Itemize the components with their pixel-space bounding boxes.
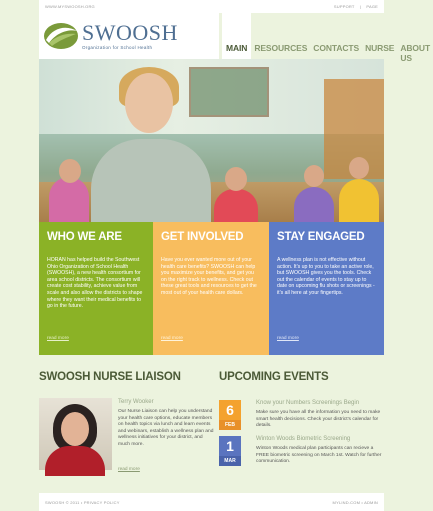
- support-link[interactable]: SUPPORT: [333, 4, 355, 9]
- footer-credits[interactable]: MYLIND.COM • ADMIN: [332, 499, 378, 505]
- logo[interactable]: [39, 13, 219, 59]
- get-involved-text: Have you ever wanted more out of your health care benefits? SWOOSH can help you maximize your benefits, and get you on the right track to wellness. Check out these great tools and resources to get the most out of your health care dollars.: [161, 257, 257, 296]
- stay-engaged-title: STAY ENGAGED: [277, 231, 365, 243]
- who-we-are-panel: [39, 222, 153, 355]
- hero-classroom-image: [39, 59, 384, 222]
- event-title[interactable]: Winton Woods Biometric Screening: [256, 436, 351, 442]
- logo-name: SWOOSH: [82, 20, 178, 45]
- nav-contacts[interactable]: CONTACTS: [313, 43, 360, 53]
- nurse-liaison-text: Our Nurse Liaison can help you understand your health care options, educate members on health topics via lunch and learn events and webinars, establish a wellness plan and wellness initiatives for your district, and much more.: [118, 409, 214, 447]
- event-text: Winton Woods medical plan participants can recieve a FREE biometric screening on March 1st. Watch for further communication.: [256, 446, 382, 464]
- event-day: 1: [219, 436, 241, 456]
- nav-nurse[interactable]: NURSE: [365, 43, 395, 53]
- top-link-separator: |: [359, 4, 362, 9]
- main-nav: [222, 13, 433, 63]
- nurse-liaison-photo: [39, 398, 112, 470]
- nav-resources[interactable]: RESOURCES: [254, 43, 308, 53]
- top-links: [330, 4, 378, 9]
- get-involved-title: GET INVOLVED: [161, 231, 244, 243]
- event-day: 6: [219, 400, 241, 420]
- site-url: WWW.MYSWOOSH.ORG: [45, 4, 95, 9]
- get-involved-read-more-link[interactable]: read more: [161, 336, 183, 341]
- site-footer: [39, 493, 384, 511]
- nurse-liaison-read-more-link[interactable]: read more: [118, 467, 140, 472]
- event-title[interactable]: Know your Numbers Screenings Begin: [256, 400, 360, 406]
- swoosh-logo-icon: [43, 21, 79, 51]
- event-month: MAR: [219, 456, 241, 466]
- get-involved-panel: [153, 222, 269, 355]
- who-we-are-read-more-link[interactable]: read more: [47, 336, 69, 341]
- nav-main[interactable]: MAIN: [222, 13, 251, 59]
- site-header: [39, 13, 431, 63]
- lower-content: [39, 355, 384, 493]
- stay-engaged-text: A wellness plan is not effective without action. It's up to you to take an active role, but SWOOSH gives you the tools. Check out the calendar of events to stay up to date on upcoming flu shots or screenings - it's all here at your fingertips.: [277, 257, 375, 296]
- event-month: FEB: [219, 420, 241, 430]
- event-text: Make sure you have all the information you need to make smart health decisions. Check your district's calendar for details.: [256, 410, 381, 428]
- who-we-are-text: HORAN has helped build the Southwest Ohio Organization of School Health (SWOOSH), a new health consortium for area school districts. The consortium will create cost stability, achieve value from scale and also allow the districts to shape where they want their medical benefits to go in the future.: [47, 257, 143, 310]
- who-we-are-title: WHO WE ARE: [47, 231, 122, 243]
- nurse-liaison-name[interactable]: Terry Wooker: [118, 399, 154, 405]
- stay-engaged-read-more-link[interactable]: read more: [277, 336, 299, 341]
- top-bar: [39, 0, 384, 13]
- logo-tagline: Organization for School Health: [82, 45, 153, 50]
- nav-about-us[interactable]: ABOUT US: [400, 43, 431, 63]
- feature-columns: [39, 222, 384, 355]
- stay-engaged-panel: [269, 222, 384, 355]
- event-date-badge: [219, 436, 241, 466]
- page-link[interactable]: PAGE: [366, 4, 378, 9]
- nurse-liaison-title: SWOOSH NURSE LIAISON: [39, 371, 181, 383]
- upcoming-events-title: UPCOMING EVENTS: [219, 371, 329, 383]
- event-date-badge: [219, 400, 241, 430]
- footer-copyright[interactable]: SWOOSH © 2011 • PRIVACY POLICY: [45, 499, 120, 505]
